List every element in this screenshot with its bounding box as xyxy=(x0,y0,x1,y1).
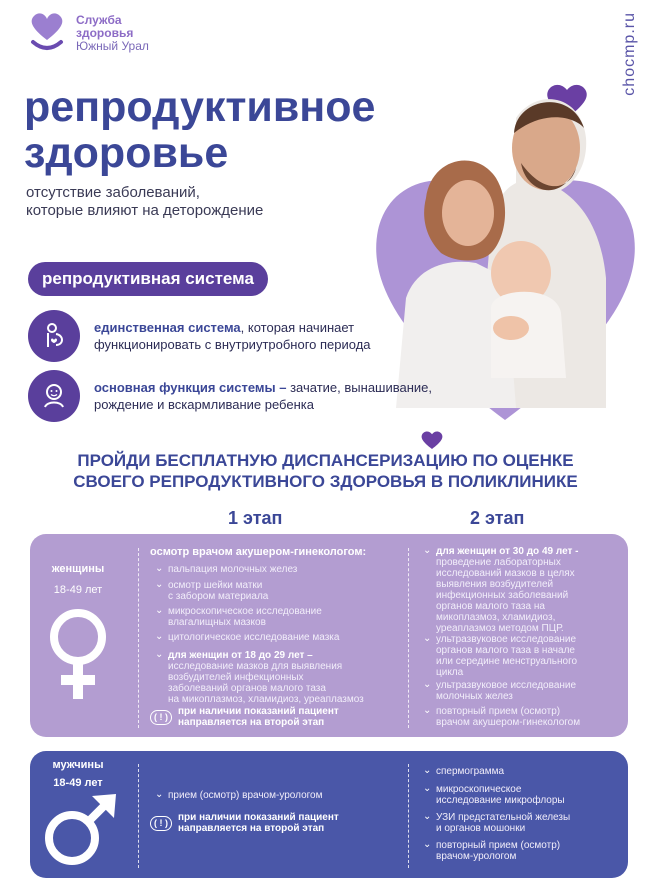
item-text: повторный прием (осмотр) xyxy=(436,840,561,851)
item-text: исследование микрофлоры xyxy=(436,795,565,806)
item-text: проведение лабораторных xyxy=(436,557,561,568)
exclamation-icon: ( ! ) xyxy=(150,710,172,725)
men-label xyxy=(40,758,116,791)
section-pill: репродуктивная система xyxy=(28,262,268,296)
feature-2-rest: зачатие, вынашивание, xyxy=(286,380,433,395)
cta-line-2: СВОЕГО РЕПРОДУКТИВНОГО ЗДОРОВЬЯ В ПОЛИКЛИНИКЕ xyxy=(73,472,578,491)
item-text: с забором материала xyxy=(168,591,269,602)
item-bold: для женщин от 18 до 29 лет – xyxy=(168,650,313,661)
feature-item xyxy=(28,310,371,362)
note-line-1: при наличии показаний пациент xyxy=(178,812,339,823)
item-text: возбудителей инфекционных xyxy=(168,672,304,683)
list-item: ⌄ ультразвуковое исследование органов малого таза в начале или середине менструального цикла xyxy=(423,633,578,678)
item-text: врачом акушером-гинекологом xyxy=(436,717,581,728)
note-line-2: направляется на второй этап xyxy=(178,717,325,728)
women-label-text: женщины xyxy=(51,563,105,575)
list-item: ⌄ УЗИ предстательной железы и органов мошонки xyxy=(423,811,571,834)
divider xyxy=(408,764,409,868)
pregnant-icon xyxy=(28,310,80,362)
item-text: и органов мошонки xyxy=(436,823,526,834)
logo-line-2: здоровья xyxy=(76,26,134,40)
item-text: прием (осмотр) врачом-урологом xyxy=(168,790,323,801)
stage-1-title: 1 этап xyxy=(228,508,283,528)
item-text: уреаплазмоз методом ПЦР. xyxy=(436,623,564,634)
list-item: ⌄ повторный прием (осмотр) врачом акушером-гинекологом xyxy=(423,705,581,728)
feature-2-bold: основная функция системы – xyxy=(94,380,287,395)
list-item: ⌄ пальпация молочных желез xyxy=(155,563,298,575)
page-title xyxy=(24,84,375,176)
logo-line-3: Южный Урал xyxy=(76,39,149,53)
item-text: молочных желез xyxy=(436,691,513,702)
item-text: повторный прием (осмотр) xyxy=(436,706,561,717)
item-text: микроскопическое исследование xyxy=(168,606,322,617)
list-item: ⌄ микроскопическое исследование микрофлоры xyxy=(423,783,565,806)
item-text: цикла xyxy=(436,667,464,678)
title-line-2: здоровье xyxy=(24,129,229,177)
item-text: врачом-урологом xyxy=(436,851,517,862)
item-text: влагалищных мазков xyxy=(168,617,266,628)
site-url[interactable]: chocmp.ru xyxy=(621,12,638,96)
item-text: микроскопическое xyxy=(436,784,522,795)
item-text: осмотр шейки матки xyxy=(168,580,263,591)
list-item: ⌄ ультразвуковое исследование молочных желез xyxy=(423,679,577,702)
men-age: 18-49 лет xyxy=(53,777,103,789)
cta-heading xyxy=(0,450,651,492)
exclamation-icon: ( ! ) xyxy=(150,816,172,831)
list-item: ⌄ спермограмма xyxy=(423,765,505,777)
list-item: ⌄ для женщин от 30 до 49 лет - проведение лабораторных исследований мазков в целях выявления возбудителей инфекционных заболеваний органов малого таза на микоплазмоз, хламидиоз, уреаплазмоз методом ПЦР. xyxy=(423,545,579,634)
subtitle-line-2: которые влияют на деторождение xyxy=(26,202,264,219)
list-item: ⌄ повторный прием (осмотр) врачом-урологом xyxy=(423,839,561,862)
feature-1-bold: единственная система xyxy=(94,320,241,335)
feature-1-line2: функционировать с внутриутробного периода xyxy=(94,337,371,352)
men-label-text: мужчины xyxy=(52,759,104,771)
page-subtitle xyxy=(26,184,263,220)
list-item: ⌄ прием (осмотр) врачом-урологом xyxy=(155,789,323,801)
note xyxy=(150,812,339,834)
item-text: инфекционных заболеваний xyxy=(436,590,569,601)
item-text: ультразвуковое исследование xyxy=(436,680,577,691)
note-line-2: направляется на второй этап xyxy=(178,823,325,834)
list-item: ⌄ осмотр шейки матки с забором материала xyxy=(155,579,269,602)
item-text: заболеваний органов малого таза xyxy=(168,683,326,694)
item-text: органов малого таза в начале xyxy=(436,645,575,656)
women-label xyxy=(40,562,116,598)
women-stage1-header: осмотр врачом акушером-гинекологом: xyxy=(150,546,367,558)
logo xyxy=(26,8,196,58)
family-photo xyxy=(396,78,606,408)
feature-2-line2: рождение и вскармливание ребенка xyxy=(94,397,314,412)
list-item: ⌄ цитологическое исследование мазка xyxy=(155,631,340,643)
item-text: микоплазмоз, хламидиоз, xyxy=(436,612,556,623)
item-bold: для женщин от 30 до 49 лет - xyxy=(436,546,579,557)
item-text: органов малого таза на xyxy=(436,601,545,612)
item-text: выявления возбудителей xyxy=(436,579,554,590)
stage-2-title: 2 этап xyxy=(470,508,525,528)
logo-line-1: Служба xyxy=(76,13,122,27)
item-text: на микоплазмоз, хламидиоз, уреаплазмоз xyxy=(168,694,364,705)
heart-icon xyxy=(420,430,444,450)
cta-line-1: ПРОЙДИ БЕСПЛАТНУЮ ДИСПАНСЕРИЗАЦИЮ ПО ОЦЕНКЕ xyxy=(77,451,574,470)
list-item: ⌄ для женщин от 18 до 29 лет – исследование мазков для выявления возбудителей инфекционных заболеваний органов малого таза на микоплазмоз, хламидиоз, уреаплазмоз xyxy=(155,649,364,705)
female-symbol-icon xyxy=(44,607,112,702)
note-line-1: при наличии показаний пациент xyxy=(178,706,339,717)
feature-1-rest: , которая начинает xyxy=(240,320,355,335)
item-text: УЗИ предстательной железы xyxy=(436,812,571,823)
baby-icon xyxy=(28,370,80,422)
divider xyxy=(138,764,139,868)
item-text: исследований мазков в целях xyxy=(436,568,575,579)
divider xyxy=(408,548,409,728)
list-item: ⌄ микроскопическое исследование влагалищных мазков xyxy=(155,605,322,628)
note xyxy=(150,706,339,728)
item-text: пальпация молочных желез xyxy=(168,564,298,575)
divider xyxy=(138,548,139,728)
item-text: исследование мазков для выявления xyxy=(168,661,343,672)
item-text: спермограмма xyxy=(436,766,505,777)
item-text: или середине менструального xyxy=(436,656,578,667)
feature-item xyxy=(28,370,432,422)
item-text: ультразвуковое исследование xyxy=(436,634,577,645)
subtitle-line-1: отсутствие заболеваний, xyxy=(26,184,200,201)
women-age: 18-49 лет xyxy=(53,584,103,596)
male-symbol-icon xyxy=(40,790,124,870)
title-line-1: репродуктивное xyxy=(24,83,376,131)
item-text: цитологическое исследование мазка xyxy=(168,632,340,643)
heart-smile-icon xyxy=(26,10,68,52)
